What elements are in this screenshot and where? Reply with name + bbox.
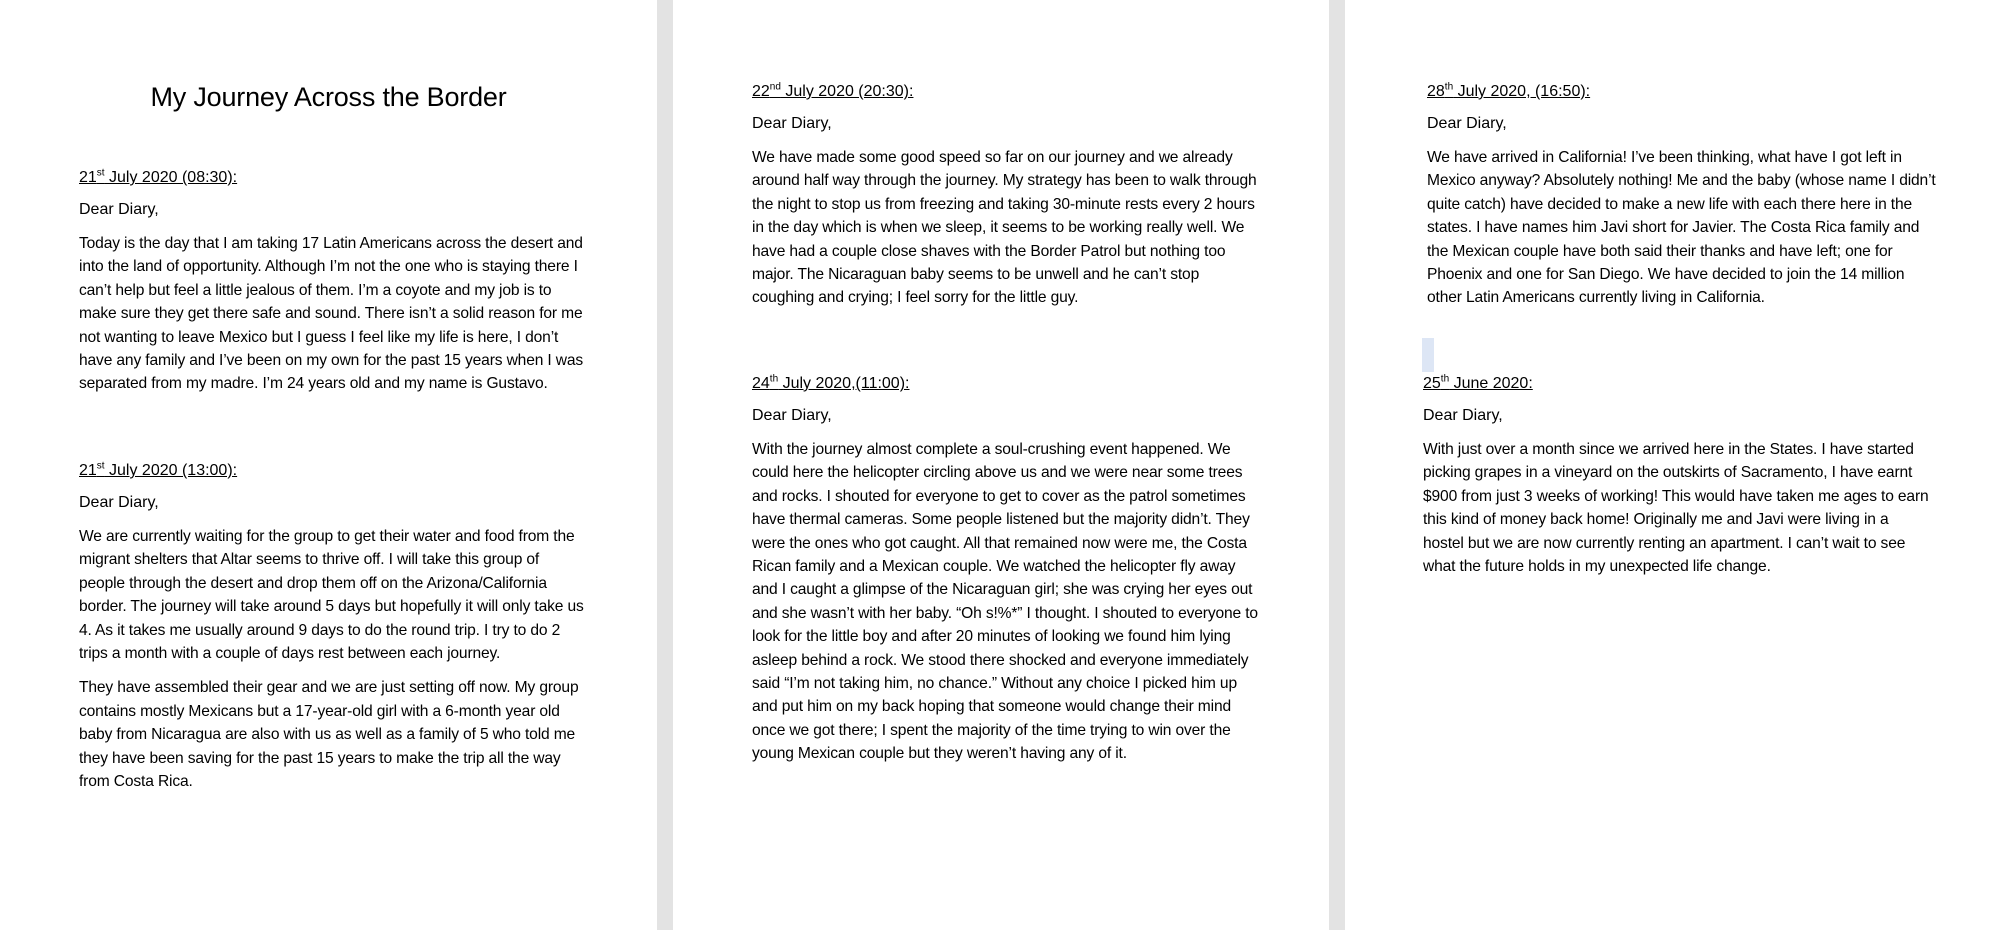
document-title: My Journey Across the Border: [150, 82, 507, 112]
diary-entry: [79, 461, 589, 804]
document-page-3: [1345, 0, 2000, 930]
entry-greeting: Dear Diary,: [79, 201, 159, 218]
entry-date: 21st July 2020 (13:00):: [79, 460, 238, 479]
entry-paragraph: Today is the day that I am taking 17 Latin Americans across the desert and into the land of opportunity. Although I’m not the one who is staying there I can’t help but feel a little jealous of them. I’m a coyote and my job is to make sure they get there safe and sound. There isn’t a solid reason for me not wanting to leave Mexico but I guess I feel like my life is here, I don’t have any family and I’ve been on my own for the past 15 years when I was separated from my madre. I’m 24 years old and my name is Gustavo.: [79, 235, 584, 393]
entry-paragraph: We have arrived in California! I’ve been thinking, what have I got left in Mexico anyway? Absolutely nothing! Me and the baby (whose name I didn’t quite catch) have decided to make a new life with each there here in the states. I have names him Javi short for Javier. The Costa Rica family and the Mexican couple have both said their thanks and have left; one for Phoenix and one for San Diego. We have decided to join the 14 million other Latin Americans currently living in California.: [1427, 149, 1936, 307]
entry-greeting: Dear Diary,: [1423, 407, 1503, 424]
diary-entry: [1427, 82, 1937, 321]
diary-entry: [1423, 374, 1933, 589]
entry-date: 24th July 2020,(11:00):: [752, 373, 910, 392]
diary-entry: [752, 374, 1262, 777]
entry-date: 28th July 2020, (16:50):: [1427, 81, 1591, 100]
entry-greeting: Dear Diary,: [1427, 115, 1507, 132]
document-page-2: [673, 0, 1329, 930]
entry-date: 22nd July 2020 (20:30):: [752, 81, 914, 100]
diary-entry: [752, 82, 1262, 321]
entry-greeting: Dear Diary,: [752, 407, 832, 424]
entry-date: 21st July 2020 (08:30):: [79, 167, 238, 186]
entry-paragraph: They have assembled their gear and we are just setting off now. My group contains mostly Mexicans but a 17-year-old girl with a 6-month year old baby from Nicaragua are also with us as well as a family of 5 who told me they have been saving for the past 15 years to make the trip all the way from Costa Rica.: [79, 679, 579, 791]
entry-paragraph: With just over a month since we arrived here in the States. I have started picking grapes in a vineyard on the outskirts of Sacramento, I have earnt $900 from just 3 weeks of working! This would have taken me ages to earn this kind of money back home! Originally me and Javi were living in a hostel but we are now currently renting an apartment. I can’t wait to see what the future holds in my unexpected life change.: [1423, 441, 1929, 576]
entry-paragraph: We have made some good speed so far on our journey and we already around half way through the journey. My strategy has been to walk through the night to stop us from freezing and taking 30-minute rests every 2 hours in the day which is when we sleep, it seems to be working really well. We have had a couple close shaves with the Border Patrol but nothing too major. The Nicaraguan baby seems to be unwell and he can’t stop coughing and crying; I feel sorry for the little guy.: [752, 149, 1257, 307]
text-cursor-highlight: [1422, 338, 1434, 372]
entry-date: 25th June 2020:: [1423, 373, 1533, 392]
entry-paragraph: With the journey almost complete a soul-crushing event happened. We could here the helicopter circling above us and we were near some trees and rocks. I shouted for everyone to get to cover as the patrol sometimes have thermal cameras. Some people listened but the majority didn’t. They were the ones who got caught. All that remained now were me, the Costa Rican family and a Mexican couple. We watched the helicopter fly away and I caught a glimpse of the Nicaraguan girl; she was crying her eyes out and she wasn’t with her baby. “Oh s!%*” I thought. I shouted to everyone to look for the little boy and after 20 minutes of looking we found him lying asleep behind a rock. We stood there shocked and everyone immediately said “I’m not taking him, no chance.” Without any choice I picked him up and put him on my back hoping that someone would change their mind once we got there; I spent the majority of the time trying to win over the young Mexican couple but they weren’t having any of it.: [752, 441, 1258, 763]
entry-paragraph: We are currently waiting for the group to get their water and food from the migrant shelters that Altar seems to thrive off. I will take this group of people through the desert and drop them off on the Arizona/California border. The journey will take around 5 days but hopefully it will only take us 4. As it takes me usually around 9 days to do the round trip. I try to do 2 trips a month with a couple of days rest between each journey.: [79, 528, 584, 663]
entry-greeting: Dear Diary,: [79, 494, 159, 511]
entry-greeting: Dear Diary,: [752, 115, 832, 132]
document-page-1: [0, 0, 657, 930]
diary-entry: [79, 168, 589, 407]
